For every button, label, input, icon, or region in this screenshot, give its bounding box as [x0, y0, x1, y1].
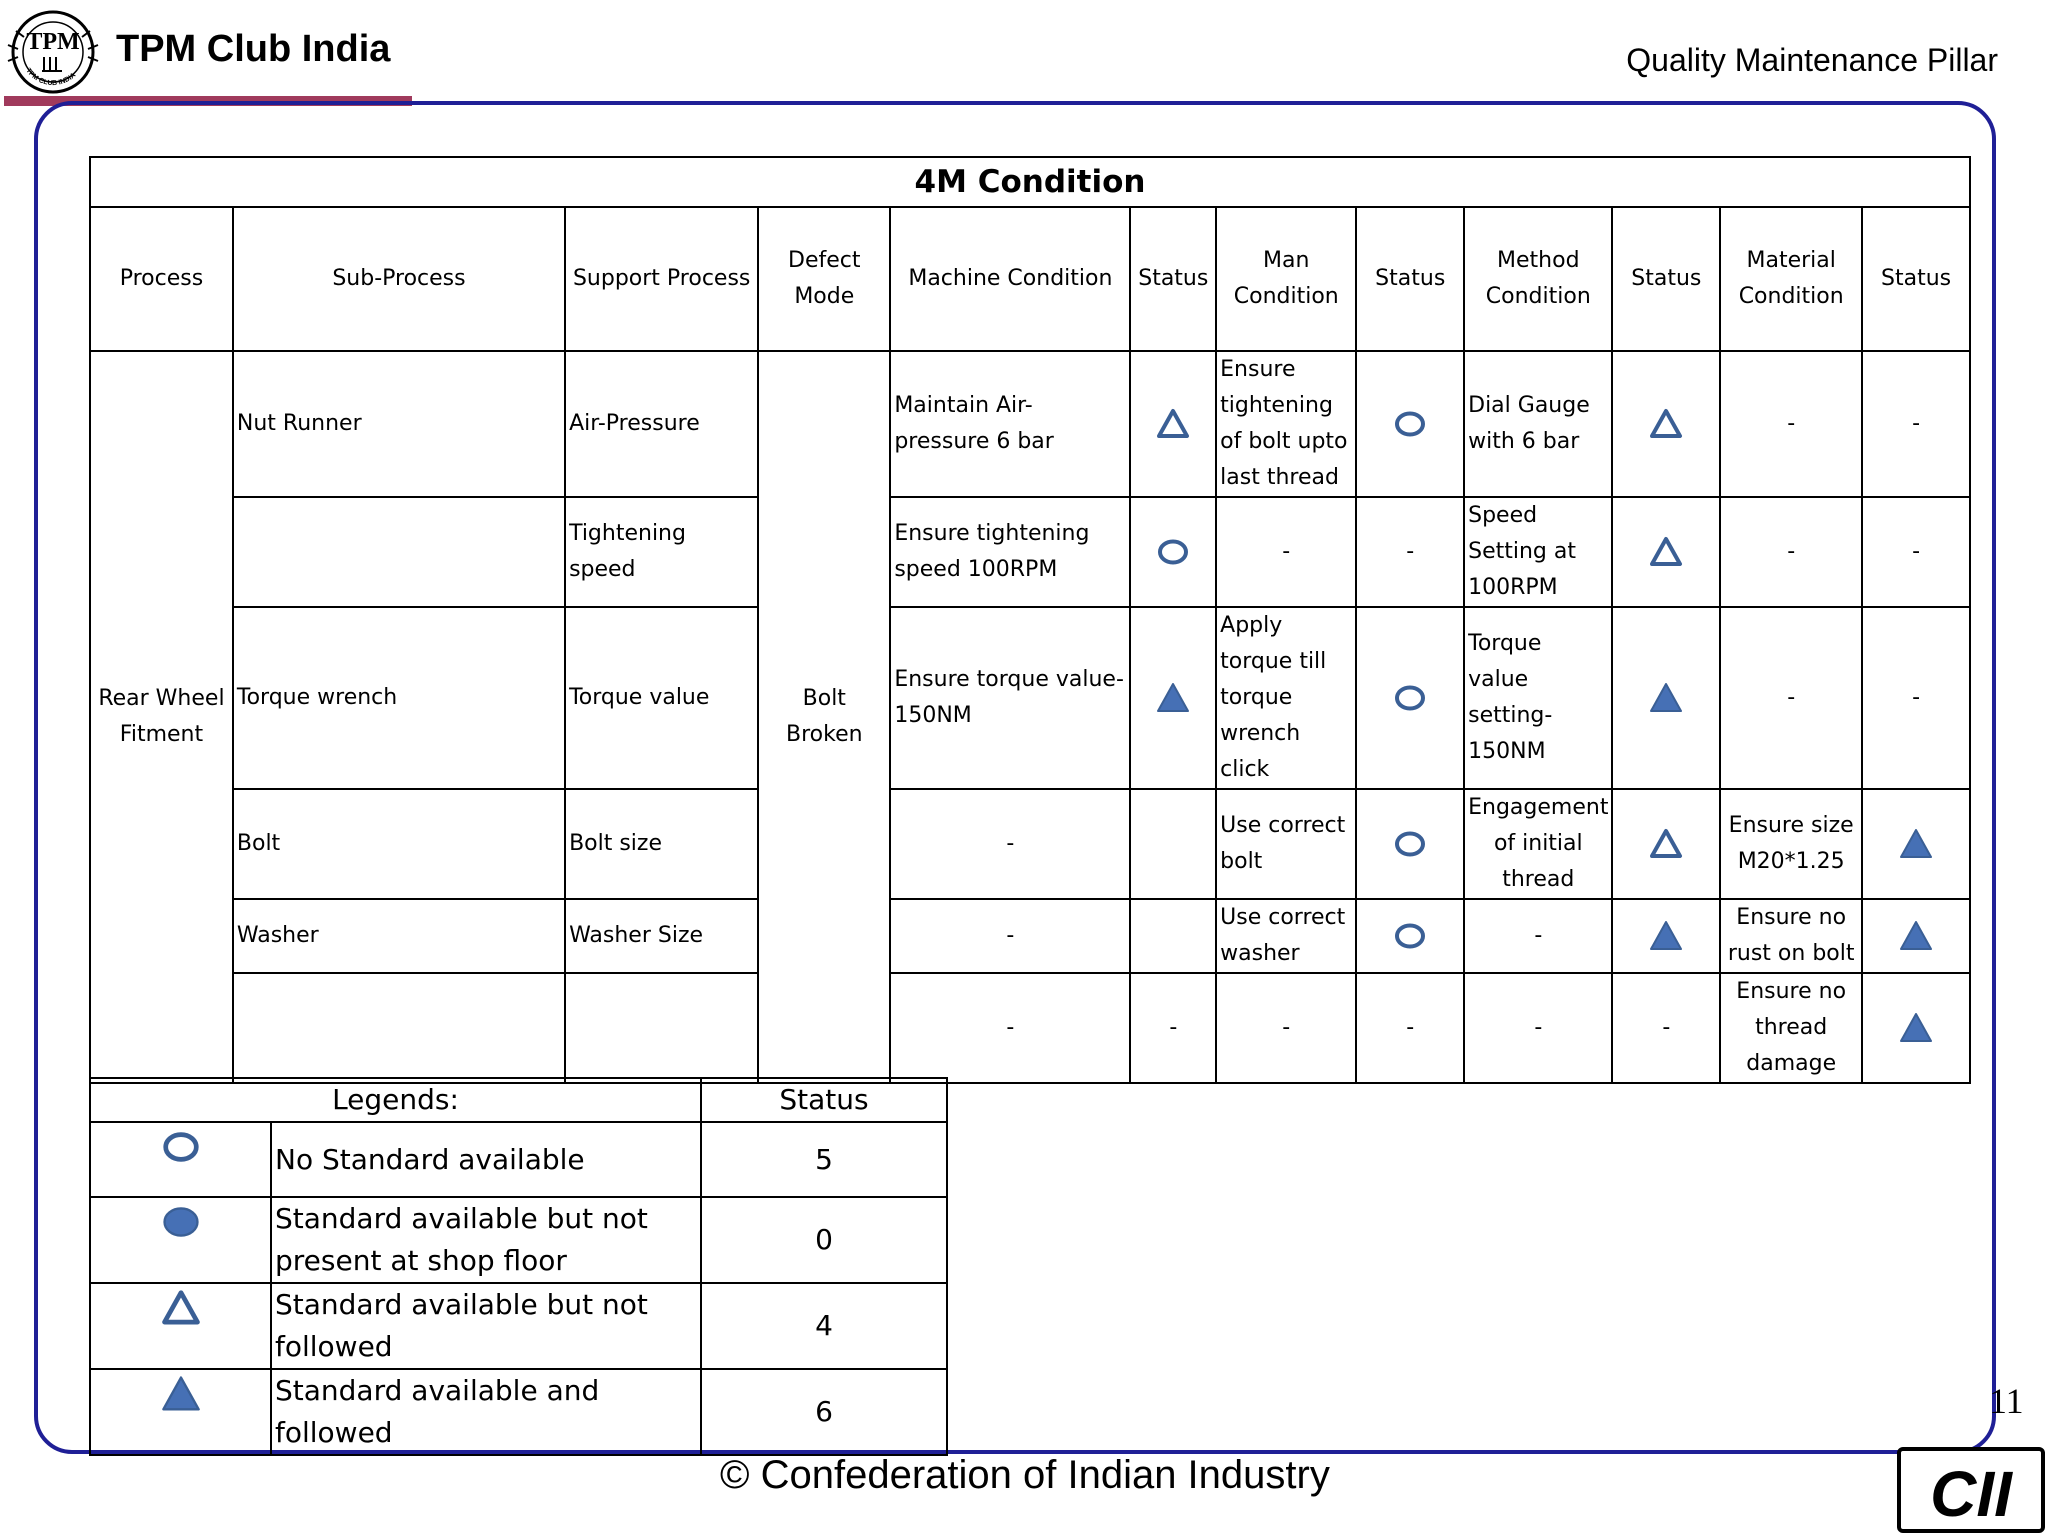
material-status-cell — [1862, 899, 1970, 973]
method-condition-cell: Dial Gauge with 6 bar — [1464, 351, 1612, 497]
support-process-cell: Bolt size — [565, 789, 758, 899]
col-header-method-status: Status — [1612, 207, 1720, 351]
triangle-filled-icon — [1899, 1011, 1933, 1045]
sub-process-cell: Washer — [233, 899, 565, 973]
legend-label: Standard available but not followed — [271, 1283, 701, 1369]
cii-logo — [1896, 1446, 2046, 1534]
machine-condition-cell: - — [890, 973, 1130, 1083]
legend-icon-cell — [90, 1197, 271, 1283]
material-status-cell: - — [1862, 351, 1970, 497]
support-process-cell: Tightening speed — [565, 497, 758, 607]
triangle-outline-icon — [1649, 407, 1683, 441]
machine-status-cell — [1130, 497, 1216, 607]
col-header-machine-status: Status — [1130, 207, 1216, 351]
table-title: 4M Condition — [90, 157, 1970, 207]
man-status-cell: - — [1356, 973, 1464, 1083]
legend-header: Legends: — [90, 1078, 701, 1122]
man-condition-cell: Use correct bolt — [1216, 789, 1356, 899]
machine-status-cell — [1130, 789, 1216, 899]
defect-mode-cell: Bolt Broken — [758, 351, 890, 1083]
col-header-support-process: Support Process — [565, 207, 758, 351]
sub-process-cell — [233, 973, 565, 1083]
col-header-defect-mode: Defect Mode — [758, 207, 890, 351]
method-condition-cell: Engagement of initial thread — [1464, 789, 1612, 899]
circle-outline-icon — [1156, 535, 1190, 569]
material-condition-cell: - — [1720, 351, 1862, 497]
machine-condition-cell: Maintain Air-pressure 6 bar — [890, 351, 1130, 497]
circle-outline-icon — [161, 1127, 201, 1167]
method-condition-cell: Torque value setting-150NM — [1464, 607, 1612, 789]
table-row — [90, 973, 1970, 1083]
machine-status-cell — [1130, 899, 1216, 973]
method-status-cell — [1612, 607, 1720, 789]
four-m-condition-table — [89, 156, 1971, 1084]
support-process-cell: Torque value — [565, 607, 758, 789]
col-header-method-condition: Method Condition — [1464, 207, 1612, 351]
legend-table — [89, 1077, 948, 1456]
col-header-sub-process: Sub-Process — [233, 207, 565, 351]
legend-icon-cell — [90, 1122, 271, 1197]
circle-filled-icon — [161, 1202, 201, 1242]
col-header-man-status: Status — [1356, 207, 1464, 351]
method-condition-cell: - — [1464, 899, 1612, 973]
man-condition-cell: Use correct washer — [1216, 899, 1356, 973]
material-condition-cell: - — [1720, 607, 1862, 789]
triangle-outline-icon — [1156, 407, 1190, 441]
logo-text: TPM — [26, 29, 80, 55]
legend-label: Standard available and followed — [271, 1369, 701, 1455]
machine-condition-cell: - — [890, 789, 1130, 899]
triangle-filled-icon — [1156, 681, 1190, 715]
triangle-filled-icon — [1899, 827, 1933, 861]
logo-ring-text: TPM CLUB INDIA — [24, 67, 78, 88]
triangle-outline-icon — [161, 1288, 201, 1328]
method-status-cell — [1612, 497, 1720, 607]
sub-process-cell: Torque wrench — [233, 607, 565, 789]
pillar-title: Quality Maintenance Pillar — [1626, 42, 1998, 78]
col-header-man-condition: Man Condition — [1216, 207, 1356, 351]
material-status-cell — [1862, 789, 1970, 899]
circle-outline-icon — [1393, 407, 1427, 441]
man-status-cell — [1356, 351, 1464, 497]
material-condition-cell: Ensure size M20*1.25 — [1720, 789, 1862, 899]
man-status-cell — [1356, 899, 1464, 973]
material-condition-cell: Ensure no thread damage — [1720, 973, 1862, 1083]
machine-status-cell — [1130, 351, 1216, 497]
col-header-machine-condition: Machine Condition — [890, 207, 1130, 351]
circle-outline-icon — [1393, 681, 1427, 715]
table-row — [90, 789, 1970, 899]
col-header-process: Process — [90, 207, 233, 351]
legend-label: Standard available but not present at shop floor — [271, 1197, 701, 1283]
sub-process-cell: Bolt — [233, 789, 565, 899]
col-header-material-status: Status — [1862, 207, 1970, 351]
triangle-filled-icon — [1649, 681, 1683, 715]
machine-condition-cell: Ensure torque value-150NM — [890, 607, 1130, 789]
copyright-footer: © Confederation of Indian Industry — [720, 1453, 1330, 1497]
table-row — [90, 899, 1970, 973]
org-name: TPM Club India — [116, 28, 391, 70]
material-status-cell — [1862, 973, 1970, 1083]
triangle-outline-icon — [1649, 535, 1683, 569]
legend-icon-cell — [90, 1369, 271, 1455]
method-status-cell: - — [1612, 973, 1720, 1083]
man-condition-cell: - — [1216, 497, 1356, 607]
table-row — [90, 607, 1970, 789]
table-row — [90, 351, 1970, 497]
col-header-material-condition: Material Condition — [1720, 207, 1862, 351]
table-row — [90, 497, 1970, 607]
sub-process-cell — [233, 497, 565, 607]
machine-condition-cell: Ensure tightening speed 100RPM — [890, 497, 1130, 607]
legend-label: No Standard available — [271, 1122, 701, 1197]
legend-row — [90, 1369, 947, 1455]
triangle-filled-icon — [1899, 919, 1933, 953]
man-status-cell: - — [1356, 497, 1464, 607]
support-process-cell — [565, 973, 758, 1083]
machine-condition-cell: - — [890, 899, 1130, 973]
cii-logo-text: CII — [1930, 1458, 2012, 1530]
material-condition-cell: - — [1720, 497, 1862, 607]
method-condition-cell: Speed Setting at 100RPM — [1464, 497, 1612, 607]
sub-process-cell: Nut Runner — [233, 351, 565, 497]
material-status-cell: - — [1862, 497, 1970, 607]
legend-row — [90, 1122, 947, 1197]
legend-icon-cell — [90, 1283, 271, 1369]
machine-status-cell — [1130, 607, 1216, 789]
triangle-filled-icon — [161, 1374, 201, 1414]
method-condition-cell: - — [1464, 973, 1612, 1083]
legend-count: 4 — [701, 1283, 947, 1369]
triangle-filled-icon — [1649, 919, 1683, 953]
tpm-club-logo — [4, 9, 102, 95]
page-number: 11 — [1989, 1381, 2024, 1421]
material-condition-cell: Ensure no rust on bolt — [1720, 899, 1862, 973]
support-process-cell: Washer Size — [565, 899, 758, 973]
man-status-cell — [1356, 607, 1464, 789]
legend-count: 5 — [701, 1122, 947, 1197]
legend-status-header: Status — [701, 1078, 947, 1122]
legend-row — [90, 1283, 947, 1369]
machine-status-cell: - — [1130, 973, 1216, 1083]
man-condition-cell: Apply torque till torque wrench click — [1216, 607, 1356, 789]
legend-count: 6 — [701, 1369, 947, 1455]
legend-row — [90, 1197, 947, 1283]
man-status-cell — [1356, 789, 1464, 899]
method-status-cell — [1612, 899, 1720, 973]
support-process-cell: Air-Pressure — [565, 351, 758, 497]
legend-count: 0 — [701, 1197, 947, 1283]
method-status-cell — [1612, 351, 1720, 497]
process-cell: Rear Wheel Fitment — [90, 351, 233, 1083]
man-condition-cell: Ensure tightening of bolt upto last thread — [1216, 351, 1356, 497]
material-status-cell: - — [1862, 607, 1970, 789]
circle-outline-icon — [1393, 827, 1427, 861]
triangle-outline-icon — [1649, 827, 1683, 861]
method-status-cell — [1612, 789, 1720, 899]
man-condition-cell: - — [1216, 973, 1356, 1083]
circle-outline-icon — [1393, 919, 1427, 953]
